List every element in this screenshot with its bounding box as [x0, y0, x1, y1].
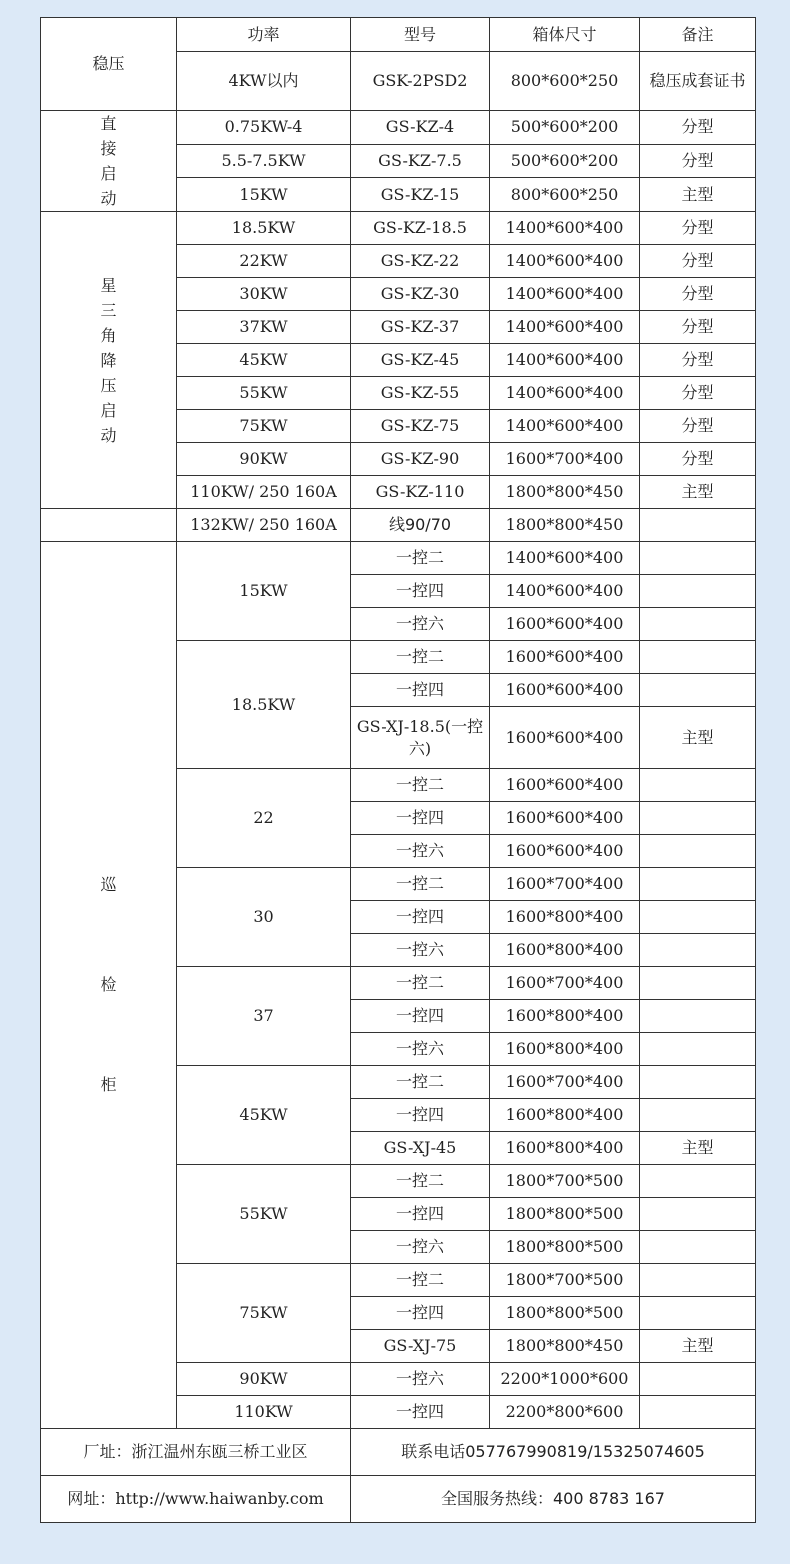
size-cell: 1800*800*450	[490, 476, 640, 509]
power-cell: 45KW	[177, 344, 351, 377]
power-cell: 15KW	[177, 542, 351, 641]
note-cell: 分型	[640, 410, 756, 443]
model-cell: 一控二	[351, 641, 490, 674]
model-cell: GS-KZ-7.5	[351, 144, 490, 178]
model-cell: 一控四	[351, 1000, 490, 1033]
header-size: 箱体尺寸	[490, 18, 640, 52]
power-cell: 5.5-7.5KW	[177, 144, 351, 178]
model-cell: 一控二	[351, 769, 490, 802]
size-cell: 1600*800*400	[490, 1099, 640, 1132]
stabilizer-model: GSK-2PSD2	[351, 52, 490, 111]
model-cell: 一控四	[351, 674, 490, 707]
note-cell	[640, 1363, 756, 1396]
size-cell: 1600*800*400	[490, 1033, 640, 1066]
note-cell: 分型	[640, 443, 756, 476]
size-cell: 1600*600*400	[490, 769, 640, 802]
patrol-category	[41, 542, 177, 1429]
note-cell	[640, 1000, 756, 1033]
note-cell: 分型	[640, 344, 756, 377]
model-cell: 一控二	[351, 868, 490, 901]
note-cell	[640, 575, 756, 608]
note-cell	[640, 1396, 756, 1429]
power-cell: 18.5KW	[177, 212, 351, 245]
size-cell: 1400*600*400	[490, 377, 640, 410]
stabilizer-note: 稳压成套证书	[640, 52, 756, 111]
star-delta-category	[41, 212, 177, 509]
stabilizer-power: 4KW以内	[177, 52, 351, 111]
stabilizer-size: 800*600*250	[490, 52, 640, 111]
model-cell: GS-KZ-110	[351, 476, 490, 509]
model-cell: GS-XJ-18.5(一控六)	[351, 707, 490, 769]
note-cell: 主型	[640, 476, 756, 509]
power-cell: 55KW	[177, 1165, 351, 1264]
note-cell	[640, 901, 756, 934]
model-cell: 一控四	[351, 1198, 490, 1231]
table-row	[41, 212, 756, 245]
note-cell	[640, 967, 756, 1000]
table-row	[41, 111, 756, 145]
note-cell: 分型	[640, 278, 756, 311]
note-cell	[640, 868, 756, 901]
power-cell: 22KW	[177, 245, 351, 278]
note-cell: 分型	[640, 245, 756, 278]
model-cell: 一控六	[351, 835, 490, 868]
model-cell: GS-KZ-18.5	[351, 212, 490, 245]
category-cell	[41, 509, 177, 542]
model-cell: 线90/70	[351, 509, 490, 542]
model-cell: 一控二	[351, 542, 490, 575]
size-cell: 1600*700*400	[490, 443, 640, 476]
model-cell: GS-KZ-37	[351, 311, 490, 344]
model-cell: GS-KZ-22	[351, 245, 490, 278]
size-cell: 1600*800*400	[490, 1132, 640, 1165]
size-cell: 1400*600*400	[490, 344, 640, 377]
power-cell: 55KW	[177, 377, 351, 410]
footer-row	[41, 1429, 756, 1476]
size-cell: 1800*800*500	[490, 1198, 640, 1231]
size-cell: 1800*800*500	[490, 1231, 640, 1264]
note-cell	[640, 1099, 756, 1132]
size-cell: 1400*600*400	[490, 278, 640, 311]
size-cell: 2200*1000*600	[490, 1363, 640, 1396]
spec-table	[40, 17, 756, 1523]
model-cell: GS-XJ-75	[351, 1330, 490, 1363]
size-cell: 1600*600*400	[490, 674, 640, 707]
note-cell: 分型	[640, 311, 756, 344]
model-cell: 一控二	[351, 1264, 490, 1297]
model-cell: 一控六	[351, 1033, 490, 1066]
size-cell: 1600*600*400	[490, 802, 640, 835]
size-cell: 1600*800*400	[490, 934, 640, 967]
size-cell: 1600*600*400	[490, 641, 640, 674]
note-cell	[640, 608, 756, 641]
note-cell: 分型	[640, 377, 756, 410]
model-cell: 一控二	[351, 967, 490, 1000]
model-cell: 一控四	[351, 1396, 490, 1429]
note-cell	[640, 1231, 756, 1264]
header-note: 备注	[640, 18, 756, 52]
size-cell: 1800*700*500	[490, 1165, 640, 1198]
note-cell: 主型	[640, 1330, 756, 1363]
model-cell: 一控六	[351, 934, 490, 967]
power-cell: 18.5KW	[177, 641, 351, 769]
model-cell: GS-XJ-45	[351, 1132, 490, 1165]
size-cell: 1600*800*400	[490, 1000, 640, 1033]
note-cell	[640, 934, 756, 967]
header-model: 型号	[351, 18, 490, 52]
size-cell: 1400*600*400	[490, 212, 640, 245]
size-cell: 1400*600*400	[490, 410, 640, 443]
size-cell: 1400*600*400	[490, 542, 640, 575]
model-cell: GS-KZ-75	[351, 410, 490, 443]
category-label: 巡检柜	[100, 875, 117, 1094]
note-cell	[640, 641, 756, 674]
note-cell	[640, 1198, 756, 1231]
model-cell: GS-KZ-45	[351, 344, 490, 377]
table-row	[41, 509, 756, 542]
size-cell: 1800*800*450	[490, 1330, 640, 1363]
model-cell: GS-KZ-15	[351, 178, 490, 212]
size-cell: 1600*700*400	[490, 868, 640, 901]
category-label: 星三角降压启动	[100, 275, 117, 445]
power-cell: 75KW	[177, 1264, 351, 1363]
footer-address: 厂址：浙江温州东瓯三桥工业区	[41, 1429, 351, 1476]
model-cell: GS-KZ-55	[351, 377, 490, 410]
size-cell: 800*600*250	[490, 178, 640, 212]
note-cell: 分型	[640, 212, 756, 245]
model-cell: 一控六	[351, 1231, 490, 1264]
size-cell: 500*600*200	[490, 111, 640, 145]
note-cell	[640, 1264, 756, 1297]
size-cell: 1600*600*400	[490, 835, 640, 868]
model-cell: GS-KZ-30	[351, 278, 490, 311]
power-cell: 110KW/ 250 160A	[177, 476, 351, 509]
power-cell: 30KW	[177, 278, 351, 311]
power-cell: 37	[177, 967, 351, 1066]
note-cell: 主型	[640, 707, 756, 769]
size-cell: 1400*600*400	[490, 311, 640, 344]
power-cell: 110KW	[177, 1396, 351, 1429]
note-cell	[640, 1066, 756, 1099]
model-cell: GS-KZ-90	[351, 443, 490, 476]
size-cell: 2200*800*600	[490, 1396, 640, 1429]
model-cell: 一控二	[351, 1165, 490, 1198]
footer-phone: 联系电话057767990819/15325074605	[351, 1429, 756, 1476]
note-cell	[640, 542, 756, 575]
stabilizer-category: 稳压	[41, 18, 177, 111]
size-cell: 500*600*200	[490, 144, 640, 178]
model-cell: 一控四	[351, 1297, 490, 1330]
note-cell	[640, 1297, 756, 1330]
power-cell: 30	[177, 868, 351, 967]
model-cell: 一控六	[351, 1363, 490, 1396]
footer-row	[41, 1476, 756, 1523]
note-cell	[640, 802, 756, 835]
model-cell: 一控四	[351, 802, 490, 835]
size-cell: 1800*700*500	[490, 1264, 640, 1297]
table-row	[41, 542, 756, 575]
power-cell: 37KW	[177, 311, 351, 344]
size-cell: 1600*600*400	[490, 608, 640, 641]
size-cell: 1400*600*400	[490, 245, 640, 278]
power-cell: 90KW	[177, 443, 351, 476]
note-cell	[640, 835, 756, 868]
model-cell: 一控四	[351, 901, 490, 934]
size-cell: 1600*700*400	[490, 967, 640, 1000]
note-cell: 分型	[640, 111, 756, 145]
size-cell: 1600*700*400	[490, 1066, 640, 1099]
note-cell	[640, 674, 756, 707]
size-cell: 1600*600*400	[490, 707, 640, 769]
note-cell: 主型	[640, 1132, 756, 1165]
model-cell: 一控六	[351, 608, 490, 641]
direct-start-category	[41, 111, 177, 212]
note-cell: 分型	[640, 144, 756, 178]
note-cell	[640, 509, 756, 542]
size-cell: 1800*800*500	[490, 1297, 640, 1330]
header-power: 功率	[177, 18, 351, 52]
category-label: 直接启动	[100, 114, 117, 208]
power-cell: 75KW	[177, 410, 351, 443]
footer-website: 网址：http://www.haiwanby.com	[41, 1476, 351, 1523]
footer-hotline: 全国服务热线：400 8783 167	[351, 1476, 756, 1523]
note-cell: 主型	[640, 178, 756, 212]
model-cell: GS-KZ-4	[351, 111, 490, 145]
note-cell	[640, 769, 756, 802]
size-cell: 1600*800*400	[490, 901, 640, 934]
note-cell	[640, 1165, 756, 1198]
note-cell	[640, 1033, 756, 1066]
power-cell: 22	[177, 769, 351, 868]
model-cell: 一控二	[351, 1066, 490, 1099]
model-cell: 一控四	[351, 575, 490, 608]
power-cell: 90KW	[177, 1363, 351, 1396]
power-cell: 0.75KW-4	[177, 111, 351, 145]
power-cell: 132KW/ 250 160A	[177, 509, 351, 542]
size-cell: 1800*800*450	[490, 509, 640, 542]
size-cell: 1400*600*400	[490, 575, 640, 608]
power-cell: 15KW	[177, 178, 351, 212]
model-cell: 一控四	[351, 1099, 490, 1132]
power-cell: 45KW	[177, 1066, 351, 1165]
